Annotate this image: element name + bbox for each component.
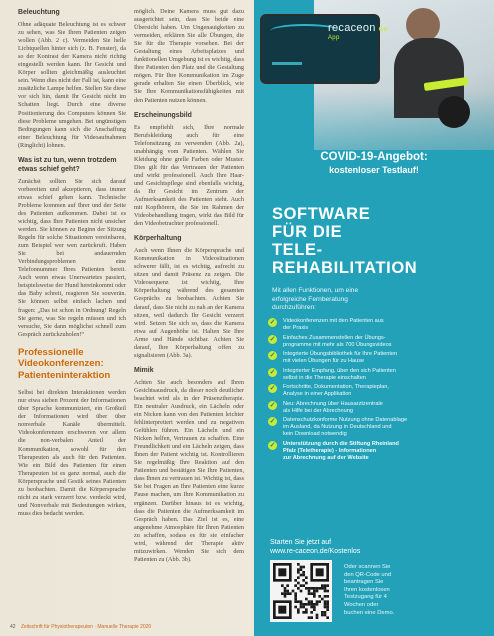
feature-item (268, 417, 486, 438)
checkmark-icon: ✓ (269, 335, 276, 343)
paragraph: Achten Sie auch besonders auf Ihren Gesichtsausdruck, da dieser noch deutlicher beachtet wird als in der Präsenztherapie. Ein neutraler Ausdruck, ein Lächeln oder ein Nicken kann von den Patienten leichter fehlinterpretiert werden und zu negativen Gefühlen führen. Ein Lächeln und ein Nicken helfen, Vertrauen zu schaffen. Eine Freundlichkeit und ein Lächeln zeigen, dass Ihnen der Patient wichtig ist. Kontrollieren Sie regelmäßig Ihre Reaktion auf den Patienten und bestätigen Sie Ihre Patienten, dass Ihnen zu vertrauen ist. Wichtig ist, dass Sie bei Fragen an Ihre Patienten eine kurze Pause machen, um Ihre Kommunikation zu ergänzen. Darüber hinaus ist es wichtig, dass die Patienten die Aufmerksamkeit im Gespräch haben. Das Ziel ist es, eine angenehme Atmosphäre für Ihren Patienten zu schaffen, sodass es für sie einfacher wird, während der Therapie aktiv mitzuwirken. Wenden Sie sich dem Patienten zu (Abb. 3b). (134, 378, 244, 563)
subheading: Erscheinungsbild (134, 111, 192, 119)
feature-item (268, 384, 486, 398)
feature-text: Integrierte Übungsbibliothek für Ihre Patienten mit vielen Übungen für zu Hause (283, 351, 398, 364)
checkmark-icon: ✓ (269, 368, 276, 376)
tablet-ui-bar (272, 62, 302, 65)
feature-item (268, 335, 486, 349)
subheading: Was ist zu tun, wenn trotzdem etwas schief geht? (18, 156, 117, 173)
checkmark-icon: ✓ (269, 441, 276, 449)
checkmark-icon: ✓ (269, 385, 276, 392)
article-column-2 (134, 8, 244, 570)
qr-instructions: Oder scannen Sie den QR-Code und beantragen Sie Ihren kostenlosen Testzugang für 4 Wochen oder buchen eine Demo. (344, 564, 395, 616)
feature-text: Einfaches Zusammenstellen der Übungs- programme mit mehr als 700 Übungsvideos (283, 334, 392, 348)
logo-text: caceon (338, 22, 376, 34)
feature-text: Videokonferenzen mit den Patienten aus der Praxis (283, 318, 384, 331)
promo-line-2: kostenloser Testlauf! (329, 165, 419, 175)
subheading: Körperhaltung (134, 235, 182, 243)
section-heading: Professionelle Videokonferenzen: Patienteninteraktion (18, 346, 111, 381)
page-footer (10, 624, 250, 630)
qr-code[interactable] (270, 560, 332, 622)
feature-item (268, 351, 486, 365)
feature-item (268, 318, 486, 332)
qr-code-icon (273, 563, 329, 619)
call-to-action: Starten Sie jetzt auf www.re-caceon.de/Kostenlos (270, 539, 361, 555)
paragraph: Selbst bei direkten Interaktionen werden nur etwa sieben Prozent der Informationen über Sprache kommuniziert, ein Großteil der Informationen wird über über nonverbale Kanäle übermittelt. Videokonferenzen erschweren vor allem die non-verbalen Anteil der Kommunikation, sowohl für den Therapeuten als auch für den Patienten. Wie ein Bild des Patienten für einen Therapeuten ist es ganz normal, auch die Körpersprache und Gestik seines Patienten zu beobachten. Damit die Körpersprache nicht zu stark verzerrt bzw. verdeckt wird, und Nonverbale mit Bedeutungen wirken, muss dies bedacht werden. (18, 389, 126, 517)
exercise-ball (438, 96, 470, 128)
paragraph: Zunächst sollten Sie sich darauf vorbereiten und akzeptieren, dass immer etwas schief gehen kann. Technische Probleme kommen auf Ihrer und der Seite des Patienten aufkommen. Dabei ist es wichtig, dass Ihre Patienten nicht unsicher werden. Sie können zu Beginn der Sitzung Regeln für solche Situationen vereinbaren, zum Beispiel wer wen zurückruft. Haben Sie bei andauernden Verbindungsproblemen eine Telefonnummer Ihres Patienten bereit. Auch wenn etwas Unerwartetes passiert, beispielsweise der Hund hereinkommt oder das Baby schreit, reagieren Sie souverän. Sie können selbst einfach lachen und fragen: „Das ist schon in Ordnung! Regeln Sie gerne, was Sie regeln müssen und ich versuche, Sie dann möglichst schnell zum Gespräch zurückzuholen!“ (18, 177, 126, 338)
software-advertisement (254, 0, 494, 636)
feature-list (268, 318, 486, 464)
feature-text: Integrierter Empfang, über den sich Patienten selbst in die Therapie einschalten (283, 367, 396, 381)
logo-prefix: re (328, 22, 339, 34)
feature-text: Neu: Abrechnung über Hausarztzentrale als Hilfe bei der Abrechnung (283, 400, 383, 414)
paragraph: Auch wenn Ihnen die Körpersprache und Kommunikation in Videosituationen schwerer fällt, ist es wichtig, aufrecht zu sitzen und damit Präsenz zu zeigen. Die Videosequenz ist wichtig, Ihre Körperhaltung während des gesamten Gesprächs zu beobachten. Achten Sie darauf, dass Sie nicht zu nah an der Kamera sitzen, weil dadurch Ihr Gesicht verzerrt wird. Setzen Sie sich so, dass die Kamera etwa auf Augenhöhe ist. Halten Sie Ihre Arme und Hände sichtbar. Achten Sie darauf, Ihre Körperhaltung offen zu signalisieren (Abb. 3a). (134, 247, 244, 359)
checkmark-icon: ✓ (269, 319, 276, 326)
ad-headline: SOFTWARE FÜR DIE TELE- REHABILITATION (272, 205, 418, 277)
article-column-1 (18, 8, 126, 524)
feature-text: Fortschritte, Dokumentation, Therapieplan, Analyse in einer Applikation (283, 384, 389, 397)
checkmark-icon: ✓ (269, 401, 276, 409)
feature-item (268, 441, 486, 462)
checkmark-icon: ✓ (269, 418, 276, 425)
person-head (406, 8, 440, 42)
feature-text: Datenschutzkonforme Nutzung ohne Datenablage im Ausland, da Nutzung in Deutschland und kein Download notwendig (283, 417, 408, 437)
page-number: 42 (10, 624, 16, 630)
promo-line-1: COVID-19-Angebot: (320, 151, 428, 163)
paragraph: Ohne adäquate Beleuchtung ist es schwer zu sehen, was Sie Ihren Patienten zeigen wollen (Abb. 2 c). Vermeiden Sie helle Lichtquellen hinter sich (z. B. Fenster), da so der Kontrast der Kamera nicht richtig eingestellt werden kann. Ihr Gesicht und Körper sollten gleichmäßig ausleuchtet sein. Wenn dies nicht der Fall ist, kann eine zusätzliche Lampe helfen. Stellen Sie diese vor sich hin, damit Ihr Gesicht nicht im Schatten liegt. Durch eine diverse Positionierung des Computers können Sie diese Probleme umgehen. Bei ungünstigen Bedingungen kann sich die Anschaffung einer Beleuchtung für Videoaufnahmen (Ringlicht) lohnen. (18, 21, 126, 149)
feature-item (268, 401, 486, 415)
promo-offer (268, 150, 480, 176)
logo-suffix: Go (378, 27, 388, 33)
checkmark-icon: ✓ (269, 352, 276, 359)
journal-name: Zeitschrift für Physiotherapeuten · Manuelle Therapie 2020 (20, 624, 152, 630)
subheading: Mimik (134, 366, 154, 374)
feature-item (268, 368, 486, 382)
paragraph: Es empfiehlt sich, Ihre normale Berufskleidung auch für eine Telefonsitzung zu verwenden (Abb. 2a), unabhängig vom Patienten. Wählen Sie Kleidung ohne grelle Farben oder Muster. Dies gilt für das Vertrauen der Patienten und wirkt professionell. Auch Ihre Haar- und Gesichtspflege sind ebenfalls wichtig, da Ihr Gesicht im Zentrum der Aufmerksamkeit des Patienten steht. Auch mit Kopfhörern, die Sie im Rahmen der Videobehandlung tragen, wirkt das Bild für den Videobetrachter professionell. (134, 123, 244, 228)
feature-text: Unterstützung durch die Stiftung Rheinland Pfalz (Teletherapie) - Informationen zur Abrechnung auf der Website (283, 440, 399, 461)
paragraph: möglich. Deine Kamera muss gut dazu ausgerichtet sein, dass Sie beide eine Übersicht haben. Um Ungenauigkeiten zu vermeiden, erklären Sie alle Übungen, die Sie für die Therapie vorsehen. Bei der Gestaltung eines Arbeitsplatzes und funktionellen Umgebung ist es wichtig, dass Ihre Patienten den Platz und die Gestaltung mögen. Für Ihre Kommunikation im Zuge gerade erhalten Sie einen Überblick, wie Sie Ihre Kommunikationsfähigkeiten mit den Patienten nutzen können. (134, 8, 244, 104)
brand-logo (328, 22, 388, 41)
ad-intro: Mit allen Funktionen, um eine erfolgreiche Fernberatung durchzuführen: (272, 287, 359, 311)
logo-app: App (328, 35, 340, 41)
subheading: Beleuchtung (18, 9, 60, 16)
